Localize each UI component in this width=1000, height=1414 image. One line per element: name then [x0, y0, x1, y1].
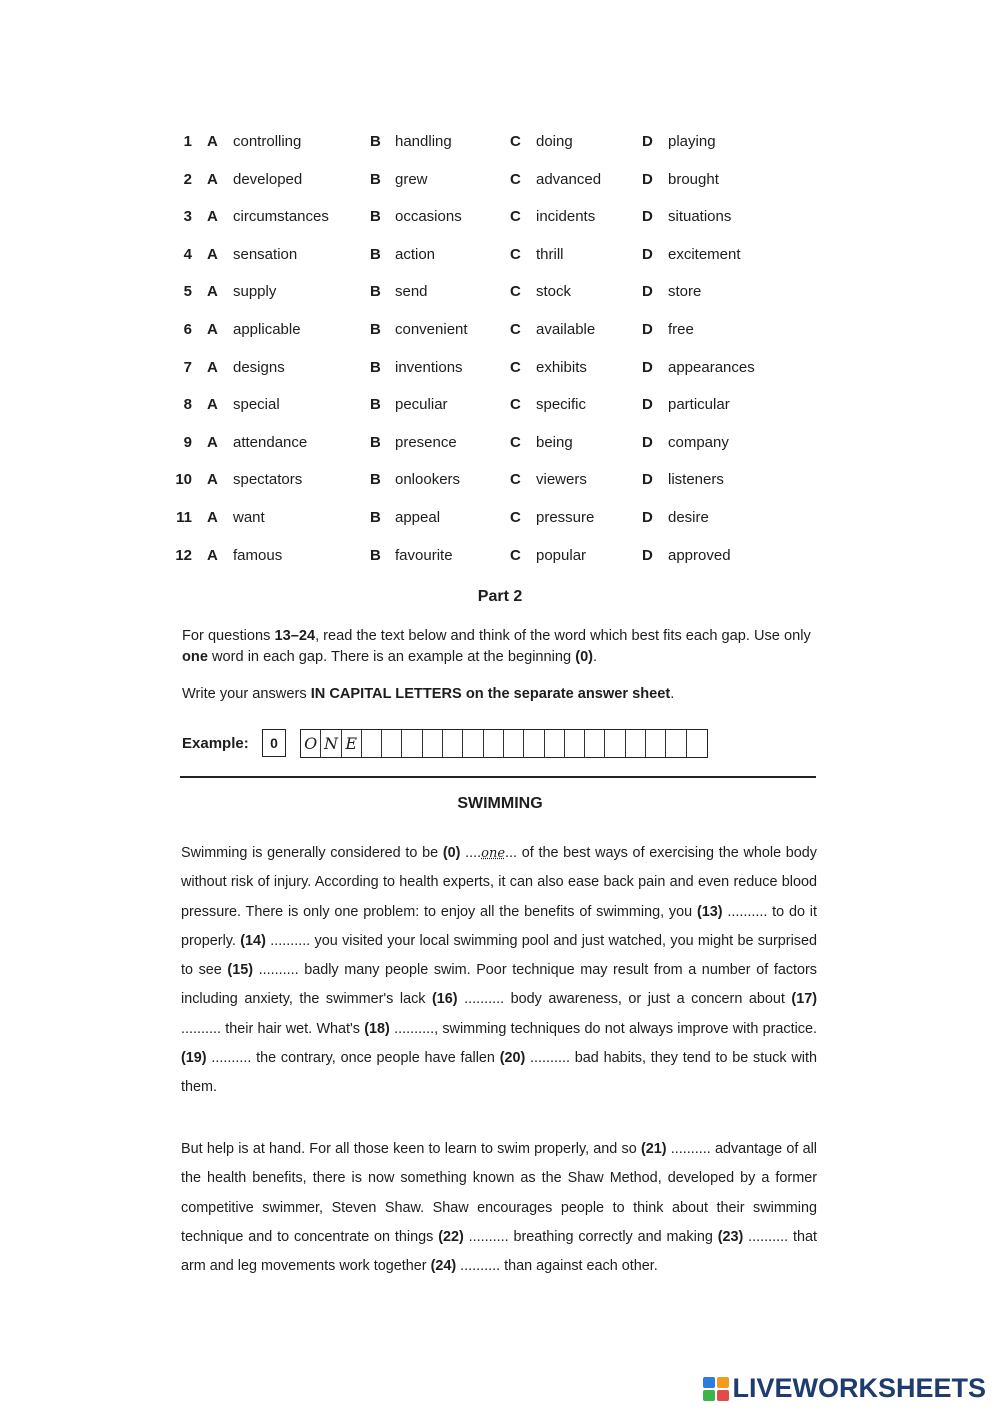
option-letter-a: A — [207, 546, 218, 564]
option-a: special — [233, 396, 280, 414]
example-letter-cell: N — [321, 730, 341, 757]
option-d: situations — [668, 208, 732, 226]
option-letter-c: C — [510, 396, 521, 414]
example-letter-cell — [626, 730, 646, 757]
option-c: exhibits — [536, 358, 587, 376]
option-letter-c: C — [510, 208, 521, 226]
question-number: 11 — [176, 508, 192, 526]
text-segment: .......... breathing correctly and making — [463, 1228, 718, 1245]
text-segment: .......... that arm and leg movements work together — [181, 1228, 817, 1275]
example-letter-cell: O — [301, 730, 321, 757]
option-letter-d: D — [642, 471, 653, 489]
option-letter-b: B — [370, 546, 381, 564]
question-row — [170, 240, 810, 278]
option-c: doing — [536, 133, 573, 150]
option-d: playing — [668, 133, 716, 150]
option-letter-a: A — [207, 208, 218, 226]
option-a: supply — [233, 283, 277, 301]
instructions-2 — [182, 684, 822, 705]
option-letter-a: A — [207, 320, 218, 338]
option-letter-d: D — [642, 508, 653, 526]
example-letter-cell — [666, 730, 686, 757]
options-table — [170, 127, 810, 578]
option-d: company — [668, 433, 729, 451]
text-segment: .......... badly many people swim. Poor technique may result from a number of factors including anxiety, the swimmer's lack — [181, 962, 818, 1008]
question-row — [170, 315, 810, 353]
question-number: 6 — [183, 320, 192, 338]
option-letter-b: B — [370, 170, 381, 188]
instr1-post: word in each gap. There is an example at the beginning — [207, 649, 576, 665]
text-segment: .......... than against each other. — [456, 1258, 658, 1275]
question-number: 8 — [183, 396, 192, 414]
question-row — [170, 202, 810, 240]
gap-number: (23) — [717, 1228, 744, 1245]
option-letter-a: A — [207, 471, 218, 489]
instr1-mid: , read the text below and think of the word which best fits each gap. Use only — [315, 628, 811, 644]
option-letter-b: B — [370, 208, 381, 226]
option-letter-a: A — [207, 358, 218, 376]
option-letter-a: A — [207, 508, 218, 526]
question-row — [170, 165, 810, 203]
option-letter-d: D — [642, 245, 653, 263]
option-a: want — [233, 508, 265, 526]
option-d: appearances — [668, 358, 755, 376]
example-letter-cell — [565, 730, 585, 757]
question-row — [170, 127, 810, 165]
option-letter-d: D — [642, 396, 653, 414]
option-d: store — [668, 283, 702, 301]
example-letter-cell — [382, 730, 402, 757]
question-number: 2 — [183, 170, 192, 188]
option-d: brought — [668, 170, 719, 188]
text-title: SWIMMING — [457, 795, 543, 812]
brand-name: LIVEWORKSHEETS — [732, 1373, 986, 1403]
option-letter-a: A — [207, 433, 218, 451]
option-b: send — [395, 283, 428, 301]
example-letter-cell — [687, 730, 707, 757]
option-b: grew — [395, 170, 428, 188]
option-letter-d: D — [642, 133, 653, 150]
option-a: spectators — [233, 471, 303, 489]
option-letter-d: D — [642, 170, 653, 188]
text-segment: .......... the contrary, once people have fallen — [206, 1050, 500, 1067]
question-row — [170, 277, 810, 315]
question-row — [170, 428, 810, 466]
text-segment: .... — [460, 845, 482, 861]
example-letter-cell — [463, 730, 483, 757]
example-letter-cell — [423, 730, 443, 757]
divider — [180, 776, 816, 778]
option-letter-a: A — [207, 245, 218, 263]
gap-number: (20) — [499, 1050, 526, 1067]
option-a: developed — [233, 170, 303, 188]
option-letter-a: A — [207, 396, 218, 414]
option-letter-a: A — [207, 170, 218, 188]
example-letter-cell — [524, 730, 544, 757]
example-letter-boxes — [300, 729, 708, 758]
brand-logo-icon — [703, 1377, 729, 1401]
instr2-end: . — [670, 686, 675, 702]
option-c: pressure — [536, 508, 595, 526]
instr2-bold: IN CAPITAL LETTERS on the separate answer sheet — [310, 686, 671, 702]
instructions-1 — [182, 626, 822, 668]
option-a: circumstances — [233, 208, 329, 226]
gap-number: (0) — [442, 845, 461, 861]
option-letter-c: C — [510, 508, 521, 526]
option-d: listeners — [668, 471, 724, 489]
option-d: approved — [668, 546, 731, 564]
option-letter-a: A — [207, 283, 218, 301]
gap-number: (22) — [438, 1228, 464, 1245]
gap-number: (14) — [240, 932, 266, 949]
option-letter-d: D — [642, 546, 653, 564]
question-row — [170, 353, 810, 391]
option-d: particular — [668, 396, 730, 414]
option-letter-c: C — [510, 358, 521, 376]
option-b: inventions — [395, 358, 463, 376]
option-b: handling — [395, 133, 452, 150]
option-d: desire — [668, 508, 709, 526]
option-c: advanced — [536, 170, 602, 188]
text-segment: Swimming is generally considered to be — [181, 845, 443, 861]
option-a: designs — [233, 358, 285, 376]
example-label: Example: — [182, 735, 249, 752]
option-letter-b: B — [370, 358, 381, 376]
option-a: controlling — [233, 133, 302, 150]
text-segment: .......... you visited your local swimming pool and just watched, you might be surprised to see — [181, 932, 817, 979]
example-letter-cell — [443, 730, 463, 757]
option-d: excitement — [668, 245, 741, 263]
option-letter-c: C — [510, 471, 521, 489]
question-row — [170, 465, 810, 503]
part-title: Part 2 — [477, 588, 523, 605]
question-number: 7 — [183, 358, 192, 376]
option-letter-b: B — [370, 508, 381, 526]
gap-number: (18) — [364, 1020, 390, 1037]
text-segment: .......... their hair wet. What's — [181, 1020, 365, 1037]
instr1-pre: For questions — [182, 628, 275, 644]
option-a: famous — [233, 546, 283, 564]
option-letter-c: C — [510, 283, 521, 301]
option-b: onlookers — [395, 471, 461, 489]
gap-number: (15) — [227, 962, 254, 979]
option-b: occasions — [395, 208, 462, 226]
option-letter-d: D — [642, 433, 653, 451]
text-segment: But help is at hand. For all those keen to learn to swim properly, and so — [181, 1141, 641, 1157]
paragraph-1 — [181, 839, 817, 1103]
option-a: attendance — [233, 433, 308, 451]
option-c: stock — [536, 283, 572, 301]
question-number: 9 — [183, 433, 192, 451]
question-number: 5 — [183, 283, 192, 301]
text-segment: .......... bad habits, they tend to be stuck with them. — [181, 1050, 817, 1096]
question-number: 4 — [183, 245, 192, 263]
question-number: 1 — [183, 133, 192, 150]
example-number-box: 0 — [262, 729, 286, 757]
question-number: 10 — [175, 471, 192, 489]
text-segment: .......... to do it properly. — [181, 903, 817, 949]
option-b: peculiar — [395, 396, 448, 414]
option-letter-d: D — [642, 208, 653, 226]
example-letter-cell — [585, 730, 605, 757]
example-letter-cell: E — [342, 730, 362, 757]
option-d: free — [668, 320, 694, 338]
example-letter-cell — [504, 730, 524, 757]
question-row — [170, 541, 810, 579]
option-letter-b: B — [370, 283, 381, 301]
text-segment: .......... body awareness, or just a concern about — [457, 991, 792, 1008]
example-letter-cell — [362, 730, 382, 757]
option-letter-b: B — [370, 133, 381, 150]
example-letter-cell — [545, 730, 565, 757]
gap-number: (24) — [430, 1258, 457, 1275]
option-letter-c: C — [510, 320, 521, 338]
text-segment: ... of the best ways of exercising the whole body without risk of injury. According to health experts, it can also ease back pain and even reduce blood pressure. There is only one problem: to enjoy all the benefits of swimming, you — [181, 845, 817, 920]
gap-number: (19) — [181, 1050, 207, 1067]
option-b: action — [395, 245, 436, 263]
instr1-range: 13–24 — [274, 628, 316, 644]
option-letter-c: C — [510, 546, 521, 564]
option-b: presence — [395, 433, 457, 451]
gap-number: (16) — [432, 991, 458, 1008]
option-letter-b: B — [370, 433, 381, 451]
gap-number: (13) — [696, 903, 723, 920]
question-row — [170, 503, 810, 541]
option-a: sensation — [233, 245, 298, 263]
option-letter-d: D — [642, 283, 653, 301]
option-letter-c: C — [510, 433, 521, 451]
example-answer-handwritten: one — [481, 846, 506, 861]
question-row — [170, 390, 810, 428]
option-letter-d: D — [642, 358, 653, 376]
brand-watermark — [703, 1373, 986, 1404]
example-letter-cell — [484, 730, 504, 757]
example-letter-cell — [402, 730, 422, 757]
gap-number: (17) — [791, 991, 817, 1008]
option-c: being — [536, 433, 573, 451]
instr2-pre: Write your answers — [182, 686, 311, 702]
text-segment: .......... advantage of all the health benefits, there is now something known as the Shaw Method, developed by a former competitive swimmer, Steven Shaw. Shaw encourages people to think about their swimming technique and to concentrate on things — [181, 1141, 818, 1245]
paragraph-2 — [181, 1135, 817, 1281]
instr1-one: one — [182, 649, 208, 665]
option-letter-c: C — [510, 245, 521, 263]
instr1-zero: (0) — [575, 649, 594, 665]
question-number: 12 — [175, 546, 192, 564]
example-letter-cell — [646, 730, 666, 757]
gap-number: (21) — [640, 1141, 667, 1157]
option-letter-a: A — [207, 133, 218, 150]
option-letter-c: C — [510, 170, 521, 188]
text-segment: .........., swimming techniques do not always improve with practice. — [389, 1020, 817, 1037]
option-c: popular — [536, 546, 587, 564]
option-c: viewers — [536, 471, 587, 489]
option-b: favourite — [395, 546, 453, 564]
option-c: available — [536, 320, 596, 338]
option-c: specific — [536, 396, 587, 414]
option-b: appeal — [395, 508, 441, 526]
instr1-end: . — [593, 649, 598, 665]
option-c: thrill — [536, 245, 564, 263]
option-a: applicable — [233, 320, 301, 338]
option-letter-b: B — [370, 245, 381, 263]
option-c: incidents — [536, 208, 596, 226]
example-letter-cell — [605, 730, 625, 757]
question-number: 3 — [183, 208, 192, 226]
option-letter-b: B — [370, 396, 381, 414]
option-letter-b: B — [370, 320, 381, 338]
option-letter-c: C — [510, 133, 521, 150]
option-b: convenient — [395, 320, 468, 338]
option-letter-d: D — [642, 320, 653, 338]
option-letter-b: B — [370, 471, 381, 489]
